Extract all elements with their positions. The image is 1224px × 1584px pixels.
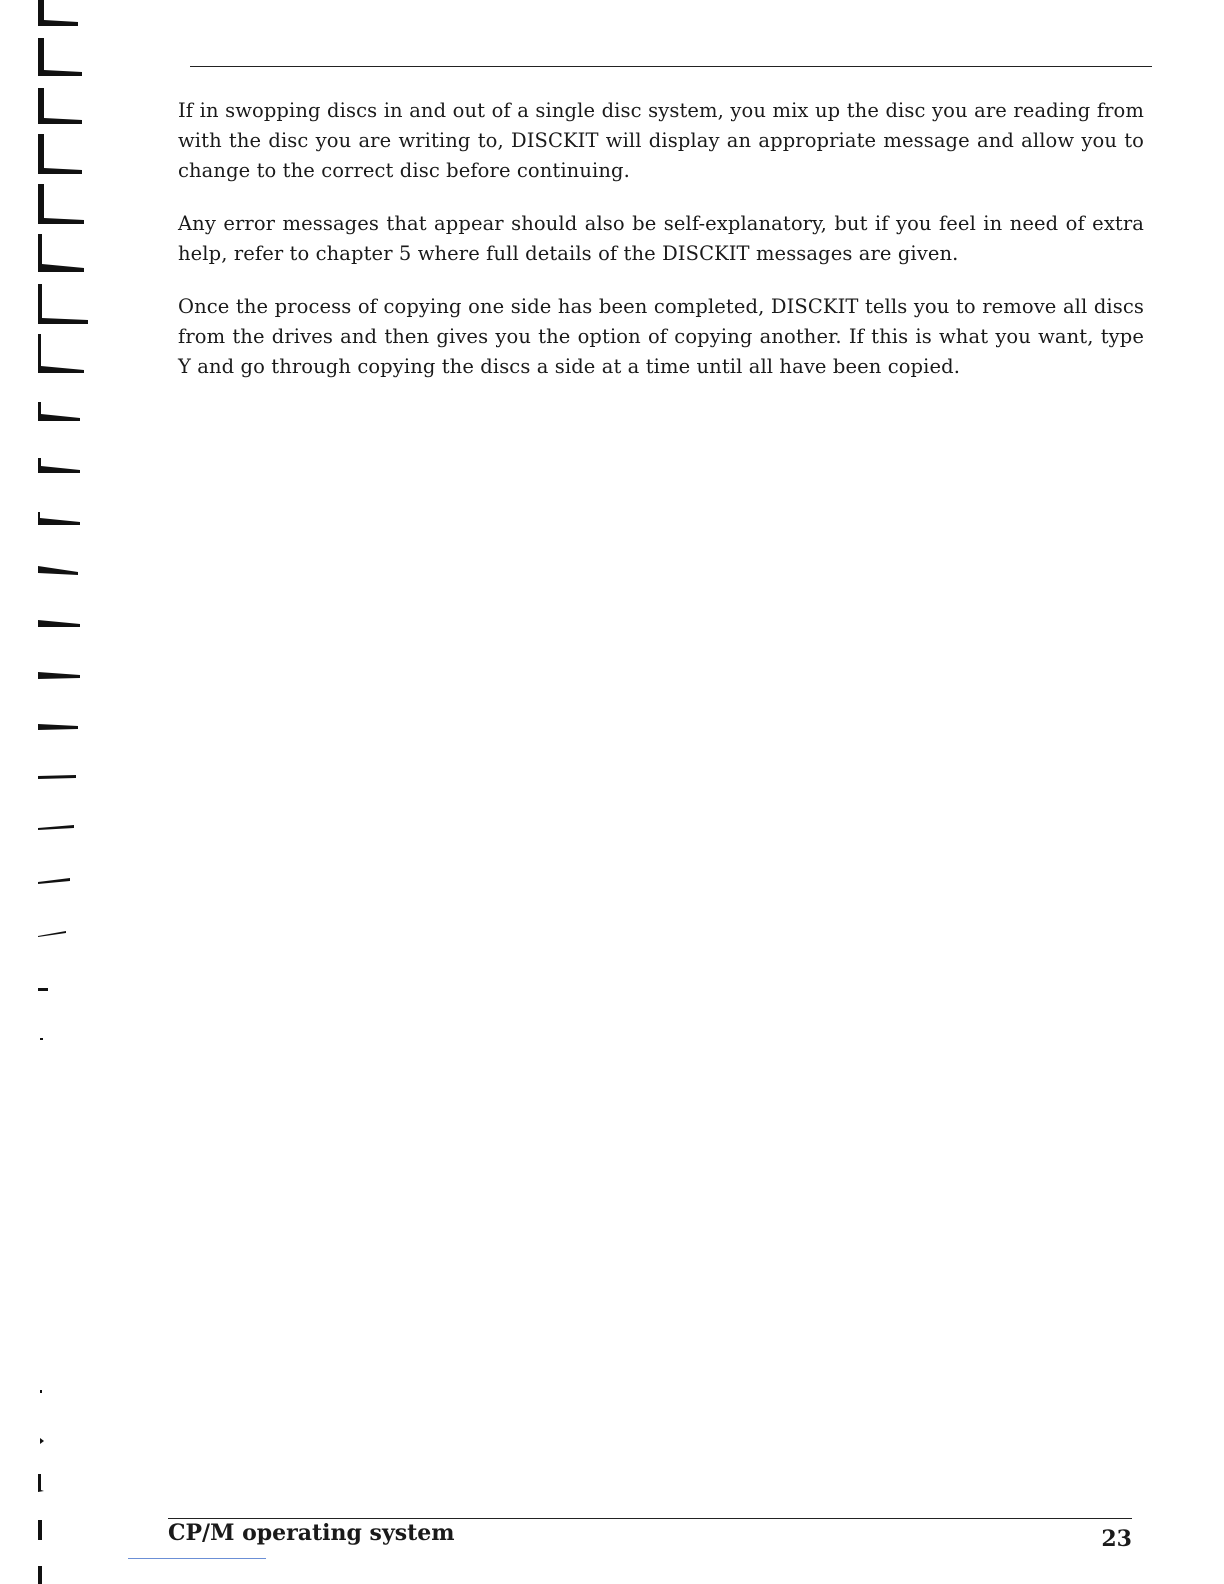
footer-title: CP/M operating system <box>168 1520 455 1546</box>
paragraph-disc-mixup: If in swopping discs in and out of a single disc system, you mix up the disc you are reading from with the disc you are writing to, DISCKIT will display an appropriate message and allow you to change to the correct disc before continuing. <box>178 99 1144 182</box>
paragraph-error-messages: Any error messages that appear should also be self-explanatory, but if you feel in need of extra help, refer to chapter 5 where full details of the DISCKIT messages are given. <box>178 212 1144 265</box>
paragraph-copy-another: Once the process of copying one side has been completed, DISCKIT tells you to remove all discs from the drives and then gives you the option of copying another. If this is what you want, type Y and go through copying the discs a side at a time until all have been copied. <box>178 295 1144 378</box>
scan-artifact-line <box>128 1558 266 1559</box>
page-number: 23 <box>1101 1526 1132 1552</box>
page-body <box>178 96 1144 405</box>
header-rule <box>190 66 1152 67</box>
spiral-binding-marks <box>0 0 110 1584</box>
